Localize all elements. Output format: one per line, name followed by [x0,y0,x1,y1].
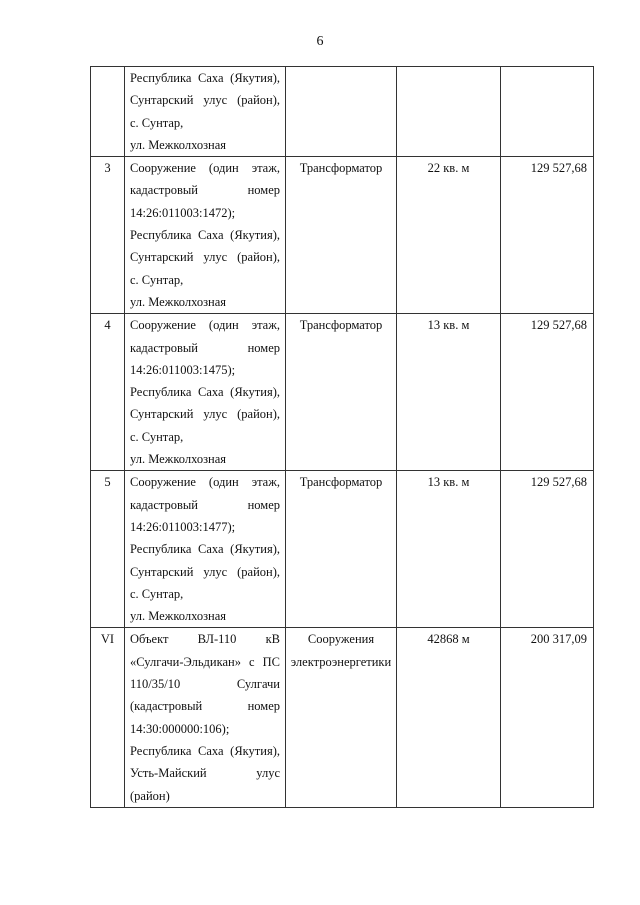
description-line: кадастровый номер [130,340,280,355]
description-line: ул. Межколхозная [130,609,227,624]
description-line: кадастровый номер [130,497,280,512]
description-line: Республика Саха (Якутия), [130,542,280,557]
description-line: Сунтарский улус (район), [130,250,280,265]
table-row [91,314,594,471]
row-number-cell [91,67,125,157]
property-table [90,66,594,808]
row-number-cell: VI [91,628,125,807]
object-description-cell [125,157,286,314]
description-line: 14:26:011003:1472); [130,205,236,220]
description-line: Усть-Майский улус [130,766,280,781]
table-row [91,157,594,314]
table-row [91,471,594,628]
description-line: 110/35/10 Сулгачи [130,677,280,692]
object-description-cell [125,471,286,628]
description-line: кадастровый номер [130,183,280,198]
object-area-cell [397,67,501,157]
description-line: ул. Межколхозная [130,137,227,152]
description-line: Республика Саха (Якутия), [130,71,280,85]
row-number-cell: 5 [91,471,125,628]
object-type-cell: Трансформатор [286,314,397,471]
description-line: ул. Межколхозная [130,294,227,309]
table-row [91,628,594,807]
row-number-cell: 3 [91,157,125,314]
description-line: с. Сунтар, [130,272,184,287]
row-number-cell: 4 [91,314,125,471]
description-line: Сунтарский улус (район), [130,93,280,108]
description-line: Республика Саха (Якутия), [130,743,280,758]
description-line: (кадастровый номер [130,699,280,714]
description-line: Сооружение (один этаж, [130,318,280,333]
object-description-cell [125,314,286,471]
description-line: Сооружение (один этаж, [130,161,280,176]
description-line: с. Сунтар, [130,429,184,444]
property-table-body [91,67,594,808]
object-cost-cell: 129 527,68 [501,157,594,314]
object-cost-cell: 129 527,68 [501,471,594,628]
description-line: с. Сунтар, [130,586,184,601]
description-line: Республика Саха (Якутия), [130,228,280,243]
page-number: 6 [316,34,324,49]
object-description-cell [125,67,286,157]
description-line: Сунтарский улус (район), [130,407,280,422]
object-type-cell: Сооружения электроэнергетики [286,628,397,807]
description-line: 14:26:011003:1477); [130,519,236,534]
object-area-cell: 22 кв. м [397,157,501,314]
object-type-cell: Трансформатор [286,471,397,628]
description-line: Сооружение (один этаж, [130,475,280,490]
object-cost-cell: 129 527,68 [501,314,594,471]
object-area-cell: 13 кв. м [397,471,501,628]
object-area-cell: 13 кв. м [397,314,501,471]
description-line: Объект ВЛ-110 кВ [130,632,280,647]
object-cost-cell: 200 317,09 [501,628,594,807]
table-row [91,67,594,157]
object-type-cell [286,67,397,157]
description-line: Сунтарский улус (район), [130,564,280,579]
description-line: «Сулгачи-Эльдикан» с ПС [130,654,280,669]
description-line: с. Сунтар, [130,115,184,130]
object-type-cell: Трансформатор [286,157,397,314]
description-line: Республика Саха (Якутия), [130,385,280,400]
object-area-cell: 42868 м [397,628,501,807]
description-line: 14:26:011003:1475); [130,362,236,377]
description-line: (район) [130,788,170,803]
object-description-cell [125,628,286,807]
description-line: 14:30:000000:106); [130,721,230,736]
object-cost-cell [501,67,594,157]
description-line: ул. Межколхозная [130,452,227,467]
